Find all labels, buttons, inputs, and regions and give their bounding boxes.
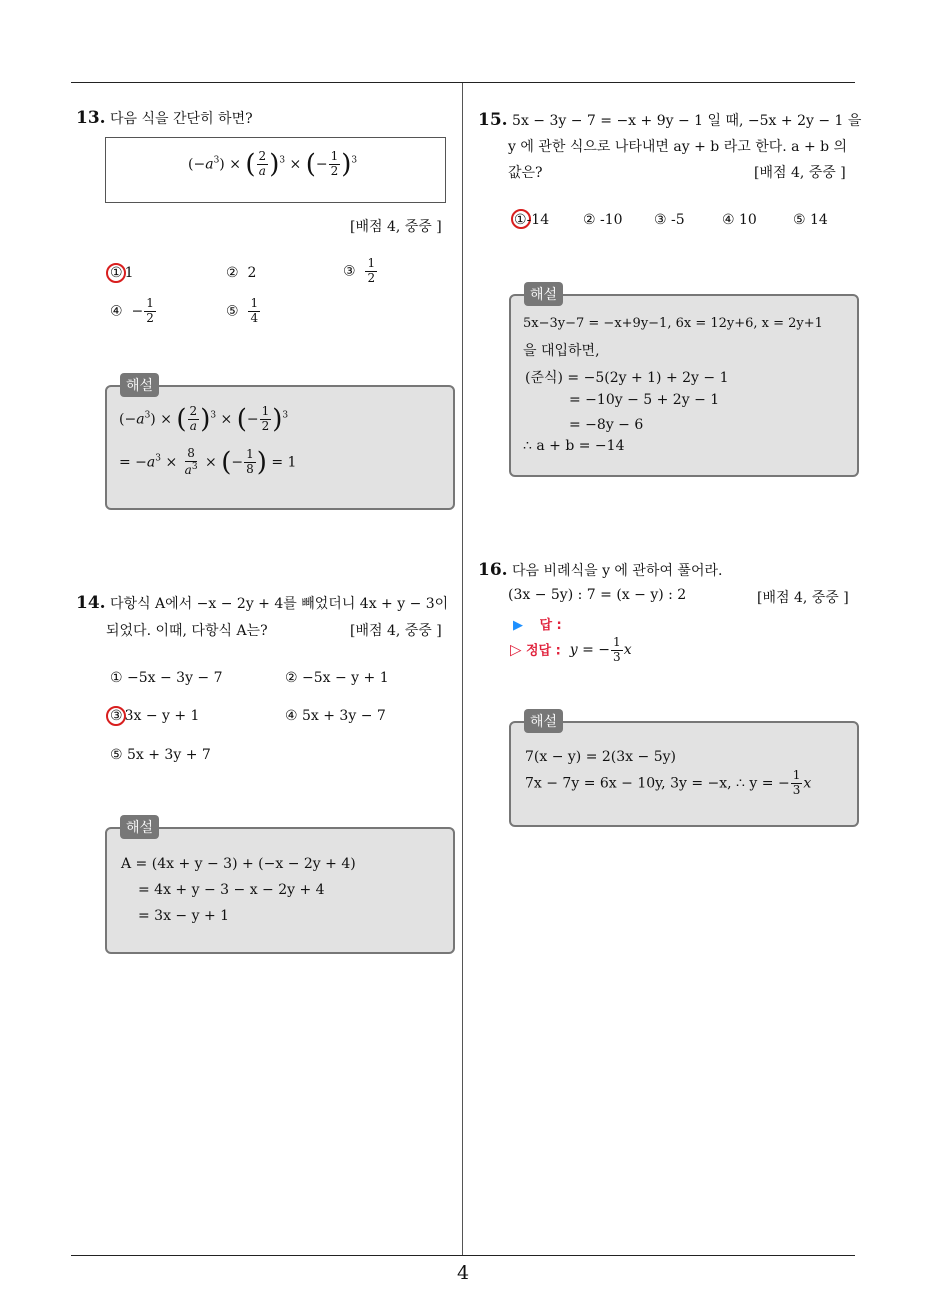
choice-2[interactable]: ② -10 [583,212,623,228]
solution-line-6: ∴ a + b = −14 [523,438,625,454]
play-triangle-icon: ▶ [513,618,523,633]
choice-3[interactable]: ③ 3x − y + 1 [110,708,200,724]
solution-line-3: = 3x − y + 1 [138,908,230,924]
column-divider [462,83,463,1255]
answer-label: 답 : [539,618,562,633]
question-text: 다음 비례식을 y 에 관하여 풀어라. [512,563,723,579]
solution-line-3: (준식) = −5(2y + 1) + 2y − 1 [525,370,729,386]
solution-line-2: 을 대입하면, [523,343,600,359]
question-number: 13. [76,108,106,128]
score-meta: [배점 4, 중중 ] [350,623,442,639]
choice-3[interactable]: ③ $\frac{1}{2}$ [343,256,376,285]
score-meta: [배점 4, 중중 ] [754,165,846,181]
question-number: 16. [478,560,508,580]
choice-5[interactable]: ⑤ $\frac{1}{4}$ [226,296,259,325]
solution-box [509,721,859,827]
correct-answer-row [510,636,632,665]
question-15 [478,110,861,130]
choice-2[interactable]: ② −5x − y + 1 [285,670,389,686]
choice-4[interactable]: ④ − $\frac{1}{2}$ [110,296,154,325]
choice-3[interactable]: ③ -5 [654,212,685,228]
question-number: 14. [76,593,106,613]
question-16 [478,560,722,580]
solution-box [509,294,859,477]
proportion-expression: (3x − 5y) : 7 = (x − y) : 2 [508,587,687,603]
solution-line-2: = $-a^3$ × $\frac{8}{a^3}$ × (− $\frac{1}{8}$ ) = 1 [119,446,297,478]
solution-line-1: 7(x − y) = 2(3x − 5y) [525,749,676,765]
solution-tab: 해설 [120,815,159,839]
choice-1[interactable]: ① −5x − 3y − 7 [110,670,223,686]
formula-box [105,137,446,203]
question-text-line-2: y 에 관한 식으로 나타내면 ay + b 라고 한다. a + b 의 [508,139,848,155]
solution-line-2: 7x − 7y = 6x − 10y, 3y = −x, ∴ y = − $\frac{1}{3}$ x [525,768,812,797]
solution-line-1: A = (4x + y − 3) + (−x − 2y + 4) [121,856,356,872]
choice-4[interactable]: ④ 5x + 3y − 7 [285,708,386,724]
bottom-rule [71,1255,855,1256]
solution-line-1: $(-a^3)$ × ( $\frac{2}{a}$ )$^3$ × (− $\frac{1}{2}$ )$^3$ [119,404,289,435]
page-number: 4 [456,1262,470,1284]
choice-2[interactable]: ② 2 [226,265,257,281]
choice-4[interactable]: ④ 10 [722,212,757,228]
question-number: 15. [478,110,508,130]
solution-box [105,385,455,510]
question-14 [76,593,448,613]
question-13 [76,108,253,128]
solution-tab: 해설 [524,709,563,733]
correct-answer-label: 정답 : [526,643,561,659]
solution-line-2: = 4x + y − 3 − x − 2y + 4 [138,882,325,898]
question-text-line-3: 값은? [508,165,543,181]
score-meta: [배점 4, 중중 ] [757,590,849,606]
choice-5[interactable]: ⑤ 14 [793,212,828,228]
solution-line-5: = −8y − 6 [569,417,644,433]
formula: $(-a^3)$ × ( $\frac{2}{a}$ )$^3$ × (− $\frac{1}{2}$ )$^3$ [188,149,358,180]
question-text: 다음 식을 간단히 하면? [110,111,253,127]
question-text-line-2: 되었다. 이때, 다항식 A는? [106,623,268,639]
solution-line-4: = −10y − 5 + 2y − 1 [569,392,720,408]
solution-tab: 해설 [120,373,159,397]
question-text-line-1: 다항식 A에서 −x − 2y + 4를 빼었더니 4x + y − 3이 [110,596,449,612]
choice-5[interactable]: ⑤ 5x + 3y + 7 [110,747,211,763]
score-meta: [배점 4, 중중 ] [350,219,442,235]
solution-tab: 해설 [524,282,563,306]
choice-1[interactable]: ①-14 [514,212,550,228]
solution-box [105,827,455,954]
answer-row [513,614,562,633]
top-rule [71,82,855,83]
correct-answer-value: y = − $\frac{1}{3}$ x [569,635,632,664]
choice-1[interactable]: ① 1 [110,265,134,281]
question-text-line-1: 5x − 3y − 7 = −x + 9y − 1 일 때, −5x + 2y − 1 을 [512,113,862,129]
outline-triangle-icon: ▷ [510,640,522,659]
solution-line-1: 5x−3y−7 = −x+9y−1, 6x = 12y+6, x = 2y+1 [523,316,823,331]
